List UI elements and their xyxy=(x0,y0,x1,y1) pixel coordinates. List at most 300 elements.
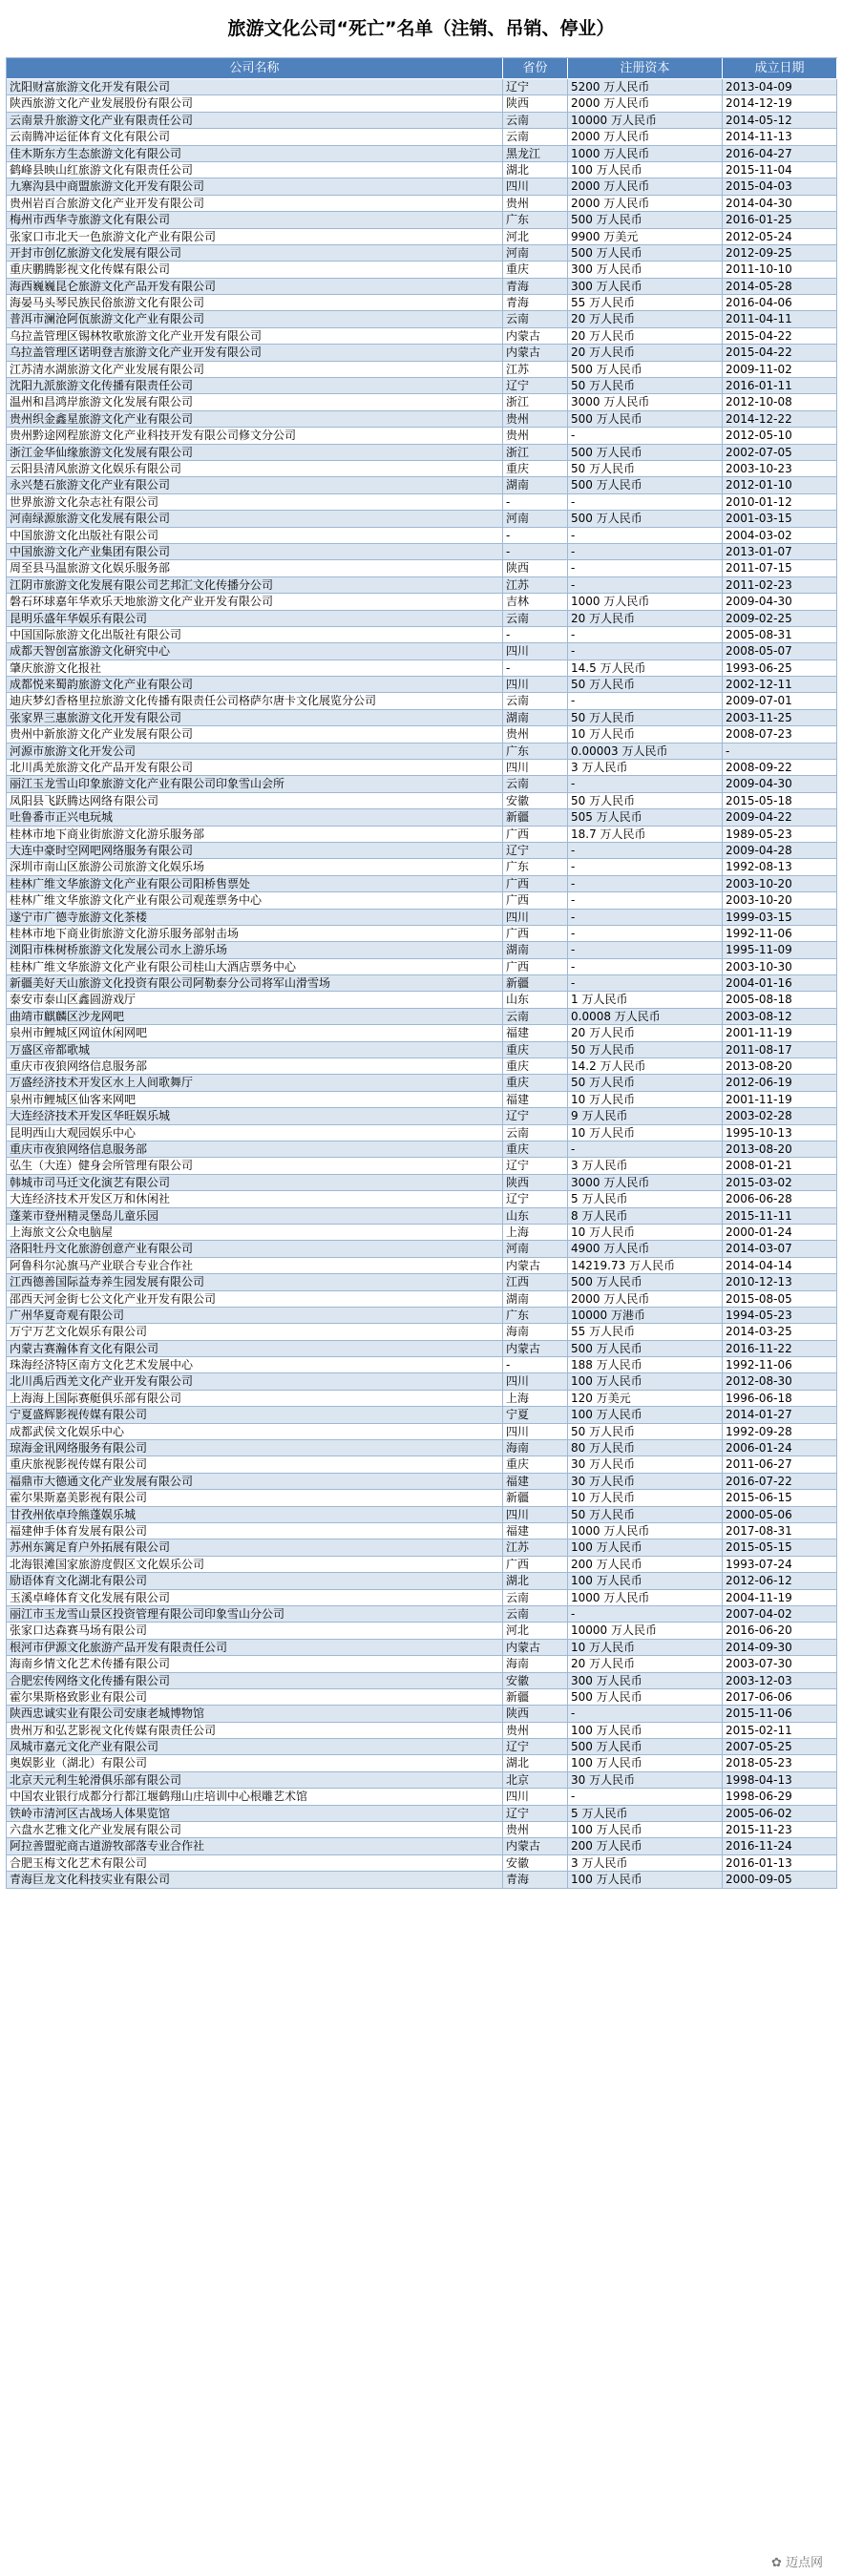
cell-company-name: 万盛区帝都歌城 xyxy=(7,1042,503,1058)
cell-province: 湖北 xyxy=(503,1755,568,1771)
cell-founding-date: 2012-06-12 xyxy=(723,1573,837,1589)
cell-founding-date: 2002-12-11 xyxy=(723,677,837,693)
cell-founding-date: 2004-01-16 xyxy=(723,975,837,992)
table-row xyxy=(7,1025,837,1041)
cell-company-name: 桂林市地下商业街旅游文化游乐服务部 xyxy=(7,827,503,843)
cell-registered-capital: 500 万人民币 xyxy=(568,1739,723,1755)
cell-founding-date: 2015-05-15 xyxy=(723,1539,837,1556)
cell-registered-capital: 2000 万人民币 xyxy=(568,129,723,145)
cell-company-name: 中国旅游文化出版社有限公司 xyxy=(7,528,503,544)
cell-province: 云南 xyxy=(503,129,568,145)
cell-founding-date: 2006-01-24 xyxy=(723,1440,837,1456)
cell-founding-date: 2010-01-12 xyxy=(723,494,837,511)
cell-province: 广东 xyxy=(503,212,568,228)
cell-province: 湖南 xyxy=(503,477,568,493)
table-row xyxy=(7,975,837,992)
table-row xyxy=(7,113,837,129)
table-row xyxy=(7,1456,837,1473)
cell-registered-capital: 500 万人民币 xyxy=(568,212,723,228)
cell-company-name: 万盛经济技术开发区水上人间歌舞厅 xyxy=(7,1075,503,1091)
cell-founding-date: 1995-10-13 xyxy=(723,1125,837,1141)
table-row xyxy=(7,726,837,743)
table-row xyxy=(7,262,837,278)
table-row xyxy=(7,1225,837,1241)
cell-province: 广东 xyxy=(503,1308,568,1324)
table-row xyxy=(7,1656,837,1672)
cell-province: 上海 xyxy=(503,1225,568,1241)
table-row xyxy=(7,1424,837,1440)
cell-founding-date: 1998-04-13 xyxy=(723,1772,837,1789)
cell-company-name: 励语体育文化湖北有限公司 xyxy=(7,1573,503,1589)
table-row xyxy=(7,1640,837,1656)
cell-registered-capital: 500 万人民币 xyxy=(568,1689,723,1706)
header-registered-capital: 注册资本 xyxy=(568,58,723,79)
cell-company-name: 大连经济技术开发区华旺娱乐城 xyxy=(7,1108,503,1124)
cell-province: 四川 xyxy=(503,643,568,660)
cell-company-name: 永兴楚石旅游文化产业有限公司 xyxy=(7,477,503,493)
cell-founding-date: 2014-09-30 xyxy=(723,1640,837,1656)
cell-registered-capital: 20 万人民币 xyxy=(568,1656,723,1672)
cell-province: 云南 xyxy=(503,1590,568,1606)
cell-founding-date: 1992-09-28 xyxy=(723,1424,837,1440)
cell-company-name: 云南腾冲运征体育文化有限公司 xyxy=(7,129,503,145)
table-row xyxy=(7,910,837,926)
table-row xyxy=(7,1623,837,1639)
cell-founding-date: 2011-07-15 xyxy=(723,560,837,576)
cell-registered-capital: 10000 万人民币 xyxy=(568,1623,723,1639)
cell-registered-capital: 50 万人民币 xyxy=(568,793,723,809)
cell-founding-date: 2018-05-23 xyxy=(723,1755,837,1771)
cell-company-name: 六盘水艺雅文化产业发展有限公司 xyxy=(7,1822,503,1838)
cell-registered-capital: - xyxy=(568,859,723,875)
cell-founding-date: 2014-04-30 xyxy=(723,196,837,212)
cell-province: 四川 xyxy=(503,1507,568,1523)
table-row xyxy=(7,876,837,892)
cell-company-name: 新疆美好天山旅游文化投资有限公司阿勒泰分公司将军山滑雪场 xyxy=(7,975,503,992)
cell-founding-date: 2003-08-12 xyxy=(723,1009,837,1025)
cell-company-name: 中国农业银行成都分行都江堰鹤翔山庄培训中心根雕艺术馆 xyxy=(7,1789,503,1805)
cell-province: 重庆 xyxy=(503,1456,568,1473)
cell-province: 内蒙古 xyxy=(503,1341,568,1357)
table-row xyxy=(7,859,837,875)
cell-founding-date: 2009-07-01 xyxy=(723,693,837,709)
table-row xyxy=(7,245,837,262)
cell-founding-date: 1992-11-06 xyxy=(723,926,837,942)
cell-founding-date: 2012-06-19 xyxy=(723,1075,837,1091)
cell-province: 广西 xyxy=(503,827,568,843)
cell-founding-date: 2015-08-05 xyxy=(723,1291,837,1308)
table-row xyxy=(7,229,837,245)
cell-founding-date: 1999-03-15 xyxy=(723,910,837,926)
table-row xyxy=(7,1507,837,1523)
cell-registered-capital: 4900 万人民币 xyxy=(568,1241,723,1257)
cell-company-name: 成都天智创富旅游文化研究中心 xyxy=(7,643,503,660)
cell-company-name: 张家口达森赛马场有限公司 xyxy=(7,1623,503,1639)
cell-founding-date: 2015-02-11 xyxy=(723,1723,837,1739)
cell-province: 云南 xyxy=(503,611,568,627)
table-row xyxy=(7,362,837,378)
cell-registered-capital: 80 万人民币 xyxy=(568,1440,723,1456)
cell-registered-capital: 1000 万人民币 xyxy=(568,594,723,610)
table-row xyxy=(7,428,837,444)
cell-company-name: 普洱市澜沧阿佤旅游文化产业有限公司 xyxy=(7,311,503,327)
cell-company-name: 贵州岩百合旅游文化产业开发有限公司 xyxy=(7,196,503,212)
cell-company-name: 宁夏盛辉影视传媒有限公司 xyxy=(7,1407,503,1423)
cell-province: 黑龙江 xyxy=(503,146,568,162)
cell-founding-date: 2011-02-23 xyxy=(723,577,837,594)
table-row xyxy=(7,793,837,809)
cell-registered-capital: - xyxy=(568,577,723,594)
cell-province: 江苏 xyxy=(503,362,568,378)
cell-company-name: 张家界三惠旅游文化开发有限公司 xyxy=(7,710,503,726)
cell-company-name: 霍尔果斯格致影业有限公司 xyxy=(7,1689,503,1706)
table-row xyxy=(7,1241,837,1257)
cell-registered-capital: - xyxy=(568,843,723,859)
cell-province: 辽宁 xyxy=(503,378,568,394)
table-row xyxy=(7,394,837,410)
cell-founding-date: 2003-10-20 xyxy=(723,892,837,909)
cell-founding-date: 2014-03-25 xyxy=(723,1324,837,1340)
cell-company-name: 遂宁市广德寺旅游文化茶楼 xyxy=(7,910,503,926)
cell-company-name: 贵州中新旅游文化产业发展有限公司 xyxy=(7,726,503,743)
table-row xyxy=(7,328,837,345)
cell-founding-date: 2003-10-30 xyxy=(723,959,837,975)
cell-founding-date: 2009-04-30 xyxy=(723,594,837,610)
cell-province: 山东 xyxy=(503,992,568,1008)
cell-province: 贵州 xyxy=(503,196,568,212)
cell-founding-date: 2016-06-20 xyxy=(723,1623,837,1639)
cell-company-name: 青海巨龙文化科技实业有限公司 xyxy=(7,1872,503,1888)
cell-registered-capital: 14.5 万人民币 xyxy=(568,660,723,677)
cell-company-name: 桂林广维文华旅游文化产业有限公司桂山大酒店票务中心 xyxy=(7,959,503,975)
cell-registered-capital: 100 万人民币 xyxy=(568,1755,723,1771)
table-row xyxy=(7,1689,837,1706)
cell-founding-date: 2015-06-15 xyxy=(723,1490,837,1506)
table-row xyxy=(7,1606,837,1623)
cell-company-name: 迪庆梦幻香格里拉旅游文化传播有限责任公司格萨尔唐卡文化展览分公司 xyxy=(7,693,503,709)
cell-registered-capital: 10 万人民币 xyxy=(568,1640,723,1656)
cell-province: 内蒙古 xyxy=(503,1258,568,1274)
cell-province: 重庆 xyxy=(503,262,568,278)
cell-founding-date: 1993-06-25 xyxy=(723,660,837,677)
cell-province: 重庆 xyxy=(503,1058,568,1075)
cell-province: 辽宁 xyxy=(503,1806,568,1822)
cell-founding-date: 2008-05-07 xyxy=(723,643,837,660)
cell-province: 青海 xyxy=(503,1872,568,1888)
cell-founding-date: 2011-08-17 xyxy=(723,1042,837,1058)
cell-registered-capital: - xyxy=(568,494,723,511)
cell-registered-capital: 100 万人民币 xyxy=(568,1407,723,1423)
table-row xyxy=(7,1822,837,1838)
cell-registered-capital: 50 万人民币 xyxy=(568,710,723,726)
cell-registered-capital: 9900 万美元 xyxy=(568,229,723,245)
cell-province: - xyxy=(503,627,568,643)
cell-registered-capital: 5 万人民币 xyxy=(568,1806,723,1822)
cell-company-name: 重庆市夜狼网络信息服务部 xyxy=(7,1141,503,1158)
cell-company-name: 佳木斯东方生态旅游文化有限公司 xyxy=(7,146,503,162)
cell-registered-capital: 20 万人民币 xyxy=(568,328,723,345)
cell-company-name: 浏阳市株树桥旅游文化发展公司水上游乐场 xyxy=(7,942,503,958)
cell-province: 广西 xyxy=(503,926,568,942)
cell-province: 辽宁 xyxy=(503,843,568,859)
cell-registered-capital: 100 万人民币 xyxy=(568,162,723,178)
cell-registered-capital: 14219.73 万人民币 xyxy=(568,1258,723,1274)
cell-province: 浙江 xyxy=(503,394,568,410)
cell-registered-capital: - xyxy=(568,627,723,643)
table-row xyxy=(7,1341,837,1357)
cell-founding-date: 2003-10-23 xyxy=(723,461,837,477)
cell-province: 内蒙古 xyxy=(503,1640,568,1656)
cell-founding-date: 2016-04-06 xyxy=(723,295,837,311)
cell-registered-capital: - xyxy=(568,1789,723,1805)
table-row xyxy=(7,1739,837,1755)
table-row xyxy=(7,611,837,627)
cell-founding-date: 1994-05-23 xyxy=(723,1308,837,1324)
cell-founding-date: 2008-09-22 xyxy=(723,760,837,776)
cell-founding-date: 1992-11-06 xyxy=(723,1357,837,1373)
cell-registered-capital: - xyxy=(568,876,723,892)
table-row xyxy=(7,1075,837,1091)
cell-registered-capital: 3 万人民币 xyxy=(568,760,723,776)
table-row xyxy=(7,1407,837,1423)
cell-registered-capital: 20 万人民币 xyxy=(568,345,723,361)
cell-province: 河南 xyxy=(503,511,568,527)
cell-founding-date: 2016-11-24 xyxy=(723,1838,837,1854)
cell-registered-capital: 188 万人民币 xyxy=(568,1357,723,1373)
cell-founding-date: 2016-01-13 xyxy=(723,1855,837,1872)
cell-province: 福建 xyxy=(503,1025,568,1041)
cell-founding-date: 2015-05-18 xyxy=(723,793,837,809)
cell-registered-capital: 10 万人民币 xyxy=(568,726,723,743)
cell-registered-capital: 1 万人民币 xyxy=(568,992,723,1008)
cell-registered-capital: - xyxy=(568,942,723,958)
cell-company-name: 上海旅文公众电脑屋 xyxy=(7,1225,503,1241)
cell-province: 云南 xyxy=(503,1606,568,1623)
cell-province: 云南 xyxy=(503,1009,568,1025)
cell-company-name: 奥娱影业（湖北）有限公司 xyxy=(7,1755,503,1771)
cell-company-name: 大连中豪时空网吧网络服务有限公司 xyxy=(7,843,503,859)
table-row xyxy=(7,743,837,760)
cell-province: 陕西 xyxy=(503,1706,568,1722)
cell-founding-date: 2009-11-02 xyxy=(723,362,837,378)
cell-registered-capital: 300 万人民币 xyxy=(568,262,723,278)
cell-province: - xyxy=(503,1357,568,1373)
cell-province: 福建 xyxy=(503,1092,568,1108)
cell-company-name: 海晏马头琴民族民俗旅游文化有限公司 xyxy=(7,295,503,311)
cell-founding-date: 1996-06-18 xyxy=(723,1391,837,1407)
table-row xyxy=(7,1872,837,1888)
cell-company-name: 丽江市玉龙雪山景区投资管理有限公司印象雪山分公司 xyxy=(7,1606,503,1623)
cell-founding-date: 2007-05-25 xyxy=(723,1739,837,1755)
page-title: 旅游文化公司“死亡”名单（注销、吊销、停业） xyxy=(227,18,615,39)
cell-registered-capital: 3 万人民币 xyxy=(568,1855,723,1872)
cell-founding-date: 2003-02-28 xyxy=(723,1108,837,1124)
cell-province: 四川 xyxy=(503,1424,568,1440)
cell-registered-capital: 18.7 万人民币 xyxy=(568,827,723,843)
cell-province: - xyxy=(503,494,568,511)
cell-registered-capital: 20 万人民币 xyxy=(568,611,723,627)
cell-company-name: 阿鲁科尔沁旗马产业联合专业合作社 xyxy=(7,1258,503,1274)
cell-province: - xyxy=(503,544,568,560)
cell-founding-date: 2001-11-19 xyxy=(723,1025,837,1041)
cell-company-name: 重庆鹏腾影视文化传媒有限公司 xyxy=(7,262,503,278)
cell-registered-capital: 50 万人民币 xyxy=(568,378,723,394)
table-row xyxy=(7,926,837,942)
table-row xyxy=(7,1125,837,1141)
cell-company-name: 福鼎市大德通文化产业发展有限公司 xyxy=(7,1474,503,1490)
cell-registered-capital: 2000 万人民币 xyxy=(568,1291,723,1308)
cell-registered-capital: 120 万美元 xyxy=(568,1391,723,1407)
cell-registered-capital: 500 万人民币 xyxy=(568,362,723,378)
table-row xyxy=(7,1772,837,1789)
cell-company-name: 江苏清水湖旅游文化产业发展有限公司 xyxy=(7,362,503,378)
cell-founding-date: 2002-07-05 xyxy=(723,445,837,461)
table-row xyxy=(7,196,837,212)
table-row xyxy=(7,544,837,560)
cell-province: 新疆 xyxy=(503,1490,568,1506)
cell-founding-date: 2004-11-19 xyxy=(723,1590,837,1606)
cell-province: 湖南 xyxy=(503,1291,568,1308)
cell-registered-capital: - xyxy=(568,544,723,560)
cell-company-name: 江阴市旅游文化发展有限公司艺邦汇文化传播分公司 xyxy=(7,577,503,594)
table-row xyxy=(7,693,837,709)
cell-company-name: 河南绿源旅游文化发展有限公司 xyxy=(7,511,503,527)
cell-founding-date: 2008-01-21 xyxy=(723,1158,837,1174)
cell-company-name: 鹤峰县映山红旅游文化有限责任公司 xyxy=(7,162,503,178)
cell-registered-capital: 20 万人民币 xyxy=(568,1025,723,1041)
table-row xyxy=(7,809,837,826)
cell-province: 云南 xyxy=(503,311,568,327)
cell-registered-capital: - xyxy=(568,959,723,975)
watermark: ✿ 迈点网 xyxy=(770,2556,823,2570)
cell-founding-date: 2015-04-03 xyxy=(723,178,837,195)
cell-founding-date: 2013-04-09 xyxy=(723,79,837,95)
cell-registered-capital: 0.00003 万人民币 xyxy=(568,743,723,760)
cell-company-name: 北京天元利生轮滑俱乐部有限公司 xyxy=(7,1772,503,1789)
cell-company-name: 贵州织金鑫星旅游文化产业有限公司 xyxy=(7,411,503,428)
company-table xyxy=(6,57,837,1889)
cell-company-name: 桂林市地下商业街旅游文化游乐服务部射击场 xyxy=(7,926,503,942)
cell-company-name: 昆明西山大观园娱乐中心 xyxy=(7,1125,503,1141)
cell-company-name: 中国旅游文化产业集团有限公司 xyxy=(7,544,503,560)
cell-founding-date: 2009-04-22 xyxy=(723,809,837,826)
table-row xyxy=(7,1723,837,1739)
table-row xyxy=(7,843,837,859)
cell-company-name: 陕西旅游文化产业发展股份有限公司 xyxy=(7,95,503,112)
table-row xyxy=(7,594,837,610)
cell-founding-date: 2011-06-27 xyxy=(723,1456,837,1473)
cell-founding-date: 2014-04-14 xyxy=(723,1258,837,1274)
cell-province: 内蒙古 xyxy=(503,328,568,345)
table-row xyxy=(7,1208,837,1225)
cell-registered-capital: - xyxy=(568,428,723,444)
table-row xyxy=(7,279,837,295)
cell-company-name: 万宁万艺文化娱乐有限公司 xyxy=(7,1324,503,1340)
cell-province: 安徽 xyxy=(503,793,568,809)
cell-province: 辽宁 xyxy=(503,1108,568,1124)
cell-company-name: 根河市伊源文化旅游产品开发有限责任公司 xyxy=(7,1640,503,1656)
cell-founding-date: 2014-01-27 xyxy=(723,1407,837,1423)
cell-registered-capital: 200 万人民币 xyxy=(568,1838,723,1854)
cell-registered-capital: 500 万人民币 xyxy=(568,1274,723,1290)
table-row xyxy=(7,345,837,361)
table-row xyxy=(7,1191,837,1207)
cell-registered-capital: - xyxy=(568,693,723,709)
table-row xyxy=(7,1158,837,1174)
cell-province: 陕西 xyxy=(503,560,568,576)
cell-province: 宁夏 xyxy=(503,1407,568,1423)
cell-province: 河北 xyxy=(503,229,568,245)
table-row xyxy=(7,1490,837,1506)
table-row xyxy=(7,660,837,677)
cell-registered-capital: 3 万人民币 xyxy=(568,1158,723,1174)
cell-company-name: 贵州万和弘艺影视文化传媒有限责任公司 xyxy=(7,1723,503,1739)
table-row xyxy=(7,1108,837,1124)
cell-company-name: 世界旅游文化杂志社有限公司 xyxy=(7,494,503,511)
cell-registered-capital: 20 万人民币 xyxy=(568,311,723,327)
cell-registered-capital: 10 万人民币 xyxy=(568,1092,723,1108)
cell-founding-date: 2008-07-23 xyxy=(723,726,837,743)
cell-founding-date: 1993-07-24 xyxy=(723,1557,837,1573)
cell-registered-capital: - xyxy=(568,926,723,942)
cell-founding-date: 2012-05-24 xyxy=(723,229,837,245)
table-row xyxy=(7,1755,837,1771)
cell-company-name: 合肥宏传网络文化传播有限公司 xyxy=(7,1673,503,1689)
cell-registered-capital: 10000 万港币 xyxy=(568,1308,723,1324)
cell-province: 四川 xyxy=(503,910,568,926)
cell-province: 广东 xyxy=(503,743,568,760)
cell-province: 青海 xyxy=(503,295,568,311)
cell-province: 海南 xyxy=(503,1440,568,1456)
cell-registered-capital: 1000 万人民币 xyxy=(568,1590,723,1606)
cell-registered-capital: 100 万人民币 xyxy=(568,1872,723,1888)
cell-company-name: 泉州市鲤城区仙客来网吧 xyxy=(7,1092,503,1108)
cell-company-name: 九寨沟县中商盟旅游文化开发有限公司 xyxy=(7,178,503,195)
cell-registered-capital: 50 万人民币 xyxy=(568,1042,723,1058)
cell-founding-date: 2011-10-10 xyxy=(723,262,837,278)
cell-registered-capital: 10 万人民币 xyxy=(568,1490,723,1506)
table-row xyxy=(7,1092,837,1108)
cell-founding-date: 2000-09-05 xyxy=(723,1872,837,1888)
cell-province: 贵州 xyxy=(503,411,568,428)
cell-province: 新疆 xyxy=(503,809,568,826)
cell-founding-date: 2003-07-30 xyxy=(723,1656,837,1672)
cell-registered-capital: 505 万人民币 xyxy=(568,809,723,826)
table-row xyxy=(7,79,837,95)
cell-founding-date: 1992-08-13 xyxy=(723,859,837,875)
table-row xyxy=(7,776,837,792)
cell-company-name: 凤城市嘉元文化产业有限公司 xyxy=(7,1739,503,1755)
cell-founding-date: 2005-08-18 xyxy=(723,992,837,1008)
cell-company-name: 吐鲁番市正兴电玩城 xyxy=(7,809,503,826)
table-row xyxy=(7,827,837,843)
table-row xyxy=(7,1440,837,1456)
cell-province: 海南 xyxy=(503,1324,568,1340)
cell-province: 贵州 xyxy=(503,1822,568,1838)
cell-company-name: 琼海金讯网络服务有限公司 xyxy=(7,1440,503,1456)
table-row xyxy=(7,1373,837,1390)
cell-company-name: 昆明乐盛年华娱乐有限公司 xyxy=(7,611,503,627)
cell-founding-date: 2000-05-06 xyxy=(723,1507,837,1523)
cell-province: 河北 xyxy=(503,1623,568,1639)
table-row xyxy=(7,627,837,643)
cell-province: 安徽 xyxy=(503,1855,568,1872)
table-row xyxy=(7,577,837,594)
cell-province: 河南 xyxy=(503,1241,568,1257)
table-row xyxy=(7,992,837,1008)
cell-registered-capital: 0.0008 万人民币 xyxy=(568,1009,723,1025)
cell-registered-capital: 10 万人民币 xyxy=(568,1225,723,1241)
